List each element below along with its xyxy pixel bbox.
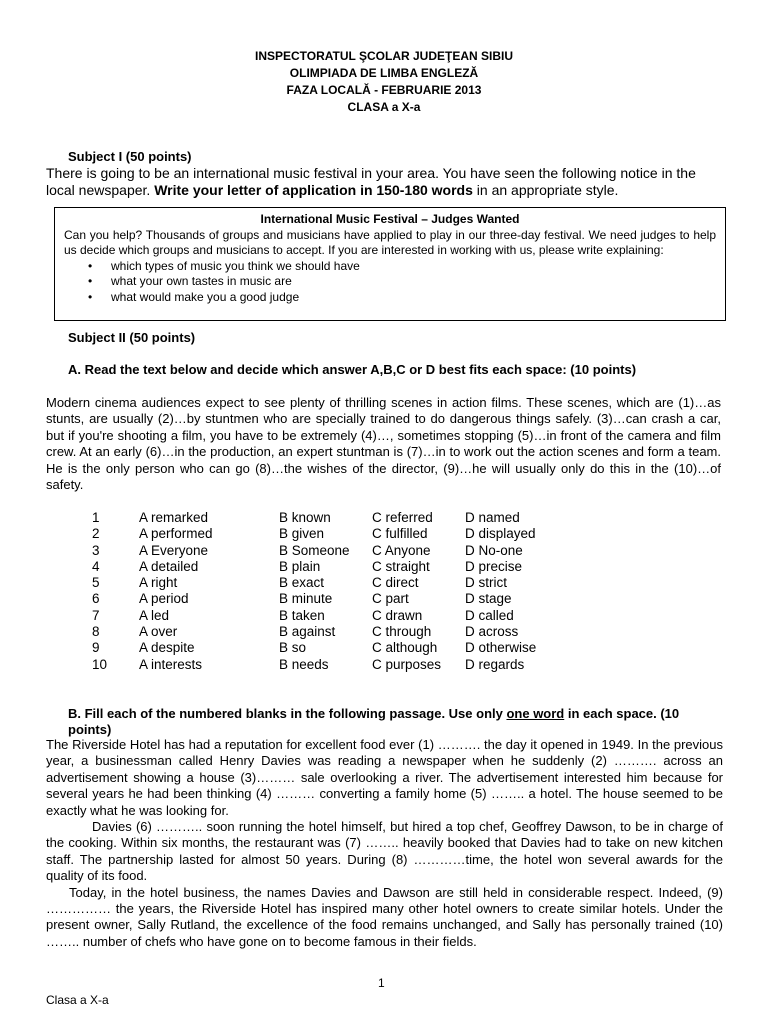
section-a-passage: Modern cinema audiences expect to see plenty of thrilling scenes in action films. These scenes, which are (1)…as stunts, are usually (2)…by stuntmen who are specially trained to do dangerous things safely. (3)…can crash a car, but if you're shooting a film, you have to be extremely (4)…, sometimes stopping (5)…in front of the camera and film crew. At an early (6)…in the production, an expert stuntman is (7)…in to work out the action scenes and form a team. He is the only person who can go (8)…the wishes of the director, (9)…he will usually only do this in the (10)…of safety. [46, 395, 721, 493]
option-number: 8 [92, 624, 100, 640]
notice-body: Can you help? Thousands of groups and musicians have applied to play in our three-day festival. We need judges to help us decide which groups and musicians to accept. If you are interested in working with us, please write explaining: [64, 227, 716, 257]
option-number: 9 [92, 640, 100, 656]
section-a-title: A. Read the text below and decide which answer A,B,C or D best fits each space: (10 points) [68, 362, 637, 377]
option-c: C Anyone [372, 542, 431, 558]
subject1-text-after: in an appropriate style. [472, 182, 619, 198]
option-c: C through [372, 624, 432, 640]
option-a: A interests [139, 656, 203, 672]
option-a: A period [139, 591, 189, 607]
option-number: 6 [92, 591, 100, 607]
options-row [92, 526, 575, 542]
option-b: B against [279, 624, 336, 640]
option-c: C part [372, 591, 409, 607]
header-line-inspectorate: INSPECTORATUL ŞCOLAR JUDEŢEAN SIBIU [254, 49, 514, 63]
footer-class-label: Clasa a X-a [46, 993, 109, 1007]
option-b: B needs [279, 656, 329, 672]
option-a: A despite [139, 640, 195, 656]
section-b-title [68, 706, 723, 738]
notice-bullet-list [64, 259, 716, 306]
section-b-title-after: in each space. (10 points) [68, 706, 680, 737]
option-d: D named [465, 510, 520, 525]
section-b-passage [46, 737, 723, 950]
option-d: D across [465, 624, 519, 640]
page-number: 1 [378, 976, 385, 990]
option-a: A over [139, 624, 178, 640]
subject1-text-before: There is going to be an international music festival in your area. You have seen the following notice in the local newspaper. [46, 165, 696, 198]
notice-title: International Music Festival – Judges Wanted [260, 212, 520, 226]
option-number: 5 [92, 575, 100, 591]
option-number: 1 [92, 510, 100, 525]
option-d: D stage [465, 591, 512, 607]
option-d: D No-one [465, 542, 523, 558]
header-line-phase: FAZA LOCALĂ - FEBRUARIE 2013 [286, 83, 482, 97]
options-row [92, 608, 575, 624]
option-number: 7 [92, 607, 100, 623]
header-line-olympiad: OLIMPIADA DE LIMBA ENGLEZĂ [289, 66, 479, 80]
subject1-text-bold: Write your letter of application in 150-180 words [154, 182, 473, 198]
option-d: D called [465, 607, 514, 623]
options-row [92, 559, 575, 575]
document-header [0, 48, 768, 116]
options-row [92, 657, 575, 673]
options-row [92, 510, 575, 526]
option-a: A performed [139, 526, 213, 542]
option-d: D displayed [465, 526, 536, 542]
notice-bullet: • which types of music you think we should have [64, 259, 716, 275]
option-a: A remarked [139, 510, 209, 525]
option-c: C straight [372, 558, 430, 574]
option-a: A detailed [139, 558, 199, 574]
option-d: D regards [465, 656, 525, 672]
option-number: 10 [92, 656, 108, 672]
answer-options-table [92, 510, 575, 673]
passage-b-paragraph-3: Today, in the hotel business, the names Davies and Dawson are still held in considerable respect. Indeed, (9) …………… the years, the Riverside Hotel has inspired many other hotel owners to create similar hotels. Under the present owner, Sally Rutland, the excellence of the food remains unchanged, and Sally has personally trained (10) …….. number of chefs who have gone on to become famous in their fields. [46, 884, 723, 949]
option-c: C purposes [372, 656, 442, 672]
option-a: A right [139, 575, 178, 591]
option-a: A Everyone [139, 542, 209, 558]
option-number: 3 [92, 542, 100, 558]
subject1-instructions [46, 165, 726, 199]
notice-bullet: • what would make you a good judge [64, 290, 716, 306]
option-d: D precise [465, 558, 523, 574]
passage-b-paragraph-1: The Riverside Hotel has had a reputation for excellent food ever (1) ………. the day it opened in 1949. In the previous year, a businessman called Henry Davies was reading a newspaper when he suddenly (2) ………. across an advertisement showing a house (3)……… sale overlooking a river. The advertisement interested him because for several years he had been thinking (4) ……… converting a family home (5) …….. a hotel. The house seemed to be exactly what he was looking for. [46, 737, 723, 818]
subject1-title: Subject I (50 points) [68, 149, 192, 164]
option-d: D otherwise [465, 640, 537, 656]
options-row [92, 624, 575, 640]
option-b: B Someone [279, 542, 350, 558]
option-c: C drawn [372, 607, 423, 623]
option-b: B minute [279, 591, 333, 607]
option-number: 2 [92, 526, 100, 542]
subject2-title: Subject II (50 points) [68, 330, 196, 345]
notice-bullet: • what your own tastes in music are [64, 274, 716, 290]
option-a: A led [139, 607, 170, 623]
section-b-title-underlined: one word [506, 706, 565, 721]
option-b: B known [279, 510, 331, 525]
festival-notice-box [54, 207, 726, 321]
options-row [92, 575, 575, 591]
section-b-title-before: B. Fill each of the numbered blanks in the following passage. Use only [68, 706, 507, 721]
option-b: B so [279, 640, 307, 656]
options-row [92, 591, 575, 607]
option-c: C although [372, 640, 438, 656]
header-line-class: CLASA a X-a [347, 100, 421, 114]
option-b: B exact [279, 575, 325, 591]
option-b: B given [279, 526, 325, 542]
options-row [92, 640, 575, 656]
passage-b-paragraph-2: Davies (6) ……….. soon running the hotel himself, but hired a top chef, Geoffrey Dawson, to be in charge of the cooking. Within six months, the restaurant was (7) …….. heavily booked that Davies had to take on new kitchen staff. The partnership lasted for almost 50 years. During (8) …………time, the hotel won several awards for the quality of its food. [46, 819, 723, 884]
option-number: 4 [92, 558, 100, 574]
options-row [92, 543, 575, 559]
option-c: C direct [372, 575, 419, 591]
option-b: B taken [279, 607, 325, 623]
option-c: C referred [372, 510, 433, 525]
option-d: D strict [465, 575, 507, 591]
option-c: C fulfilled [372, 526, 428, 542]
option-b: B plain [279, 558, 321, 574]
